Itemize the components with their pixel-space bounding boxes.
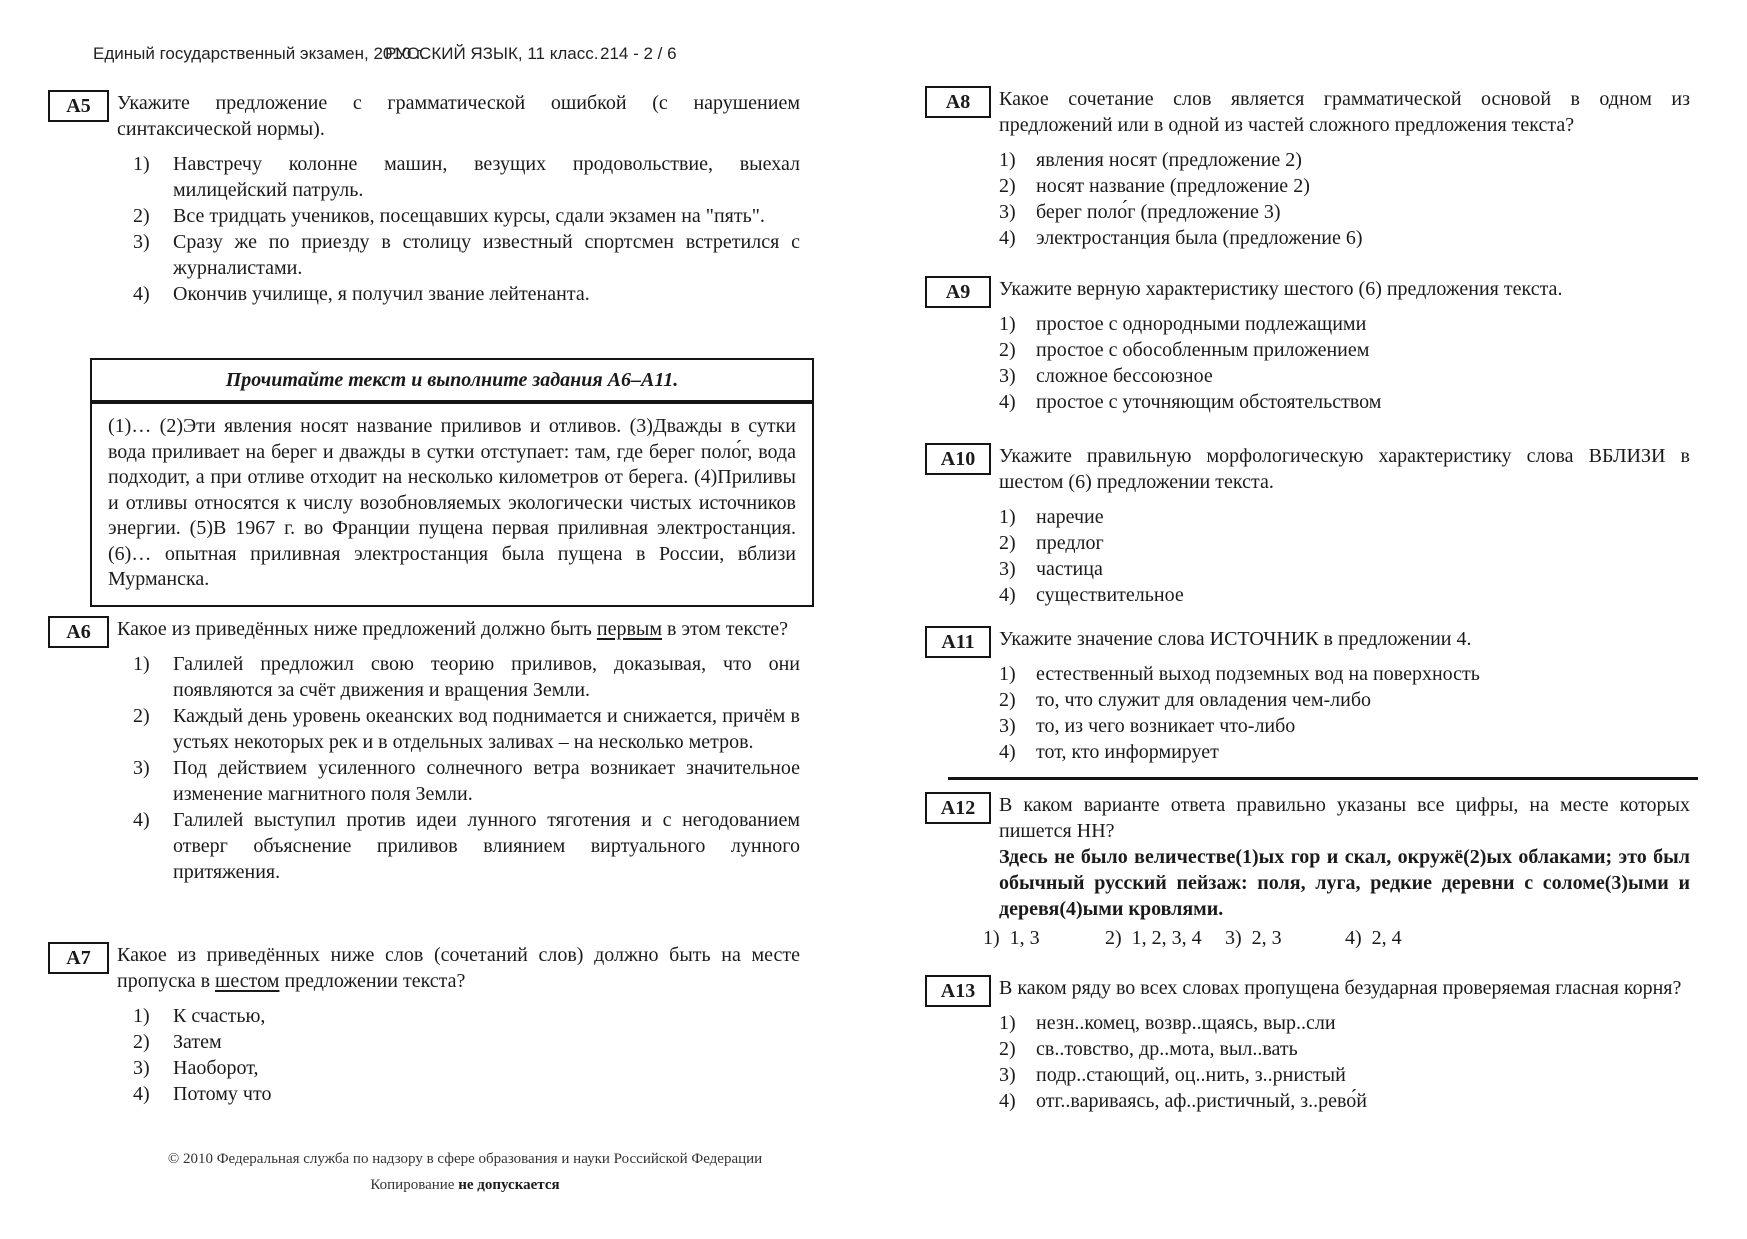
option-text: то, из чего возникает что-либо (1036, 715, 1296, 737)
question-label-a12: А12 (925, 792, 991, 824)
options-row (983, 925, 1690, 951)
option-number: 1) (999, 1012, 1016, 1034)
question-label-a9: А9 (925, 276, 991, 308)
options-list (117, 651, 800, 885)
option-number: 2) (999, 339, 1016, 361)
answer-option (999, 173, 1690, 199)
answer-option (1225, 925, 1345, 951)
option-number: 3) (999, 365, 1016, 387)
answer-option (999, 582, 1690, 608)
option-number: 3) (999, 715, 1016, 737)
options-list (117, 151, 800, 307)
question-a10 (925, 443, 1690, 608)
answer-option (999, 504, 1690, 530)
option-text: Галилей выступил против идеи лунного тяготения и с негодованием отверг объяснение приливов влиянием виртуального лунного притяжения. (173, 809, 800, 883)
answer-option (999, 739, 1690, 765)
question-prompt: Какое сочетание слов является грамматической основой в одном из предложений или в одной из частей сложного предложения текста? (999, 88, 1690, 136)
option-text: 2, 4 (1371, 927, 1402, 949)
answer-option (117, 703, 800, 755)
option-number: 4) (999, 391, 1016, 413)
option-number: 3) (1225, 927, 1242, 949)
options-list (999, 147, 1690, 251)
answer-option (117, 1055, 800, 1081)
option-number: 3) (133, 231, 150, 253)
option-number: 4) (1345, 927, 1362, 949)
header-page-number: 214 - 2 / 6 (600, 44, 677, 63)
option-text: Галилей предложил свою теорию приливов, доказывая, что они появляются за счёт движения и вращения Земли. (173, 653, 800, 701)
passage-instruction-box (90, 358, 814, 402)
option-number: 3) (133, 757, 150, 779)
option-number: 4) (999, 227, 1016, 249)
passage-instruction: Прочитайте текст и выполните задания А6–А11. (225, 368, 679, 391)
answer-option (999, 1036, 1690, 1062)
question-prompt: Какое из приведённых ниже слов (сочетаний слов) должно быть на месте пропуска в шестом предложении текста? (117, 944, 800, 992)
option-number: 3) (999, 558, 1016, 580)
question-label-a5: А5 (48, 90, 109, 122)
option-number: 2) (133, 205, 150, 227)
answer-option (999, 363, 1690, 389)
option-text: тот, кто информирует (1036, 741, 1219, 763)
option-number: 1) (999, 506, 1016, 528)
question-label-a8: А8 (925, 86, 991, 118)
question-a6 (48, 616, 800, 885)
option-number: 4) (999, 741, 1016, 763)
option-number: 1) (999, 149, 1016, 171)
question-prompt: Какое из приведённых ниже предложений должно быть первым в этом тексте? (117, 618, 788, 640)
option-text: 1, 3 (1009, 927, 1040, 949)
options-list (999, 1010, 1690, 1114)
answer-option (117, 755, 800, 807)
option-number: 1) (133, 153, 150, 175)
question-a9 (925, 276, 1690, 415)
option-text: Под действием усиленного солнечного ветра возникает значительное изменение магнитного поля Земли. (173, 757, 800, 805)
option-number: 1) (133, 653, 150, 675)
option-text: частица (1036, 558, 1103, 580)
option-text: существительное (1036, 584, 1184, 606)
footer-notice: Копирование не допускается (370, 1177, 560, 1193)
option-text: предлог (1036, 532, 1104, 554)
footer-copyright: © 2010 Федеральная служба по надзору в сфере образования и науки Российской Федерации (167, 1151, 763, 1167)
option-number: 1) (999, 313, 1016, 335)
answer-option (1345, 925, 1690, 951)
answer-option (999, 199, 1690, 225)
question-prompt: В каком варианте ответа правильно указаны все цифры, на месте которых пишется НН? (999, 794, 1690, 842)
option-number: 4) (133, 283, 150, 305)
option-number: 2) (133, 1031, 150, 1053)
option-text: подр..стающий, оц..нить, з..рнистый (1036, 1064, 1346, 1086)
option-number: 4) (999, 584, 1016, 606)
option-text: носят название (предложение 2) (1036, 175, 1310, 197)
option-number: 3) (133, 1057, 150, 1079)
underlined-word: первым (596, 618, 662, 640)
question-label-a6: А6 (48, 616, 109, 648)
option-text: Все тридцать учеников, посещавших курсы, сдали экзамен на "пять". (173, 205, 765, 227)
option-text: естественный выход подземных вод на поверхность (1036, 663, 1480, 685)
question-a13 (925, 975, 1690, 1114)
question-label-a7: А7 (48, 942, 109, 974)
page-footer (130, 1146, 800, 1198)
answer-option (117, 151, 800, 203)
option-number: 2) (999, 175, 1016, 197)
options-list (999, 661, 1690, 765)
question-a7 (48, 942, 800, 1107)
option-text: 2, 3 (1251, 927, 1282, 949)
question-a5 (48, 90, 800, 307)
answer-option (999, 1088, 1690, 1114)
question-label-a11: А11 (925, 626, 991, 658)
answer-option (117, 229, 800, 281)
answer-option (999, 225, 1690, 251)
answer-option (117, 1003, 800, 1029)
answer-option (999, 556, 1690, 582)
option-number: 4) (133, 809, 150, 831)
question-a8 (925, 86, 1690, 251)
option-text: Затем (173, 1031, 222, 1053)
option-number: 2) (999, 532, 1016, 554)
answer-option (117, 281, 800, 307)
option-text: Навстречу колонне машин, везущих продовольствие, выехал милицейский патруль. (173, 153, 800, 201)
option-number: 4) (133, 1083, 150, 1105)
answer-option (983, 925, 1105, 951)
option-text: Каждый день уровень океанских вод поднимается и снижается, причём в устьях некоторых рек и в отдельных заливах – на несколько метров. (173, 705, 800, 753)
option-text: незн..комец, возвр..щаясь, выр..сли (1036, 1012, 1336, 1034)
option-number: 1) (999, 663, 1016, 685)
option-text: простое с уточняющим обстоятельством (1036, 391, 1382, 413)
option-text: явления носят (предложение 2) (1036, 149, 1302, 171)
answer-option (999, 337, 1690, 363)
option-number: 1) (133, 1005, 150, 1027)
passage-text-box (90, 402, 814, 607)
question-prompt: В каком ряду во всех словах пропущена безударная проверяемая гласная корня? (999, 977, 1682, 999)
option-text: К счастью, (173, 1005, 266, 1027)
option-text: простое с однородными подлежащими (1036, 313, 1367, 335)
option-number: 3) (999, 201, 1016, 223)
option-text: 1, 2, 3, 4 (1131, 927, 1202, 949)
answer-option (117, 1081, 800, 1107)
answer-option (999, 1010, 1690, 1036)
option-number: 2) (999, 689, 1016, 711)
header-exam-title: Единый государственный экзамен, 2010 г. (93, 44, 425, 63)
option-number: 3) (999, 1064, 1016, 1086)
answer-option (1105, 925, 1225, 951)
question-label-a13: А13 (925, 975, 991, 1007)
question-label-a10: А10 (925, 443, 991, 475)
underlined-word: шестом (215, 970, 280, 992)
option-number: 4) (999, 1090, 1016, 1112)
option-text: сложное бессоюзное (1036, 365, 1213, 387)
option-text: то, что служит для овладения чем-либо (1036, 689, 1372, 711)
answer-option (999, 713, 1690, 739)
answer-option (117, 651, 800, 703)
option-text: Наоборот, (173, 1057, 259, 1079)
answer-option (117, 203, 800, 229)
option-text: Сразу же по приезду в столицу известный спортсмен встретился с журналистами. (173, 231, 800, 279)
answer-option (999, 147, 1690, 173)
options-list (117, 1003, 800, 1107)
passage-text: (1)… (2)Эти явления носят название приливов и отливов. (3)Дважды в сутки вода приливает на берег и дважды в сутки отступает: там, где берег поло́г, вода подходит, а при отливе отходит на несколько километров от берега. (4)Приливы и отливы относятся к числу возобновляемых экологически чистых источников энергии. (5)В 1967 г. во Франции пущена первая приливная электростанция. (6)… опытная приливная электростанция была пущена в России, вблизи Мурманска. (108, 415, 796, 590)
answer-option (117, 1029, 800, 1055)
question-prompt: Укажите правильную морфологическую характеристику слова ВБЛИЗИ в шестом (6) предложении текста. (999, 445, 1690, 493)
option-text: Окончив училище, я получил звание лейтенанта. (173, 283, 590, 305)
question-prompt: Укажите значение слова ИСТОЧНИК в предложении 4. (999, 628, 1472, 650)
answer-option (999, 530, 1690, 556)
options-list (999, 311, 1690, 415)
answer-option (999, 311, 1690, 337)
question-prompt: Укажите предложение с грамматической ошибкой (с нарушением синтаксической нормы). (117, 92, 800, 140)
option-text: св..товство, др..мота, выл..вать (1036, 1038, 1298, 1060)
option-number: 1) (983, 927, 1000, 949)
answer-option (999, 389, 1690, 415)
question-a11 (925, 626, 1690, 765)
answer-option (117, 807, 800, 885)
question-prompt: Укажите верную характеристику шестого (6) предложения текста. (999, 278, 1563, 300)
option-text: электростанция была (предложение 6) (1036, 227, 1363, 249)
section-divider (948, 777, 1698, 780)
option-text: простое с обособленным приложением (1036, 339, 1370, 361)
task-sentence: Здесь не было величестве(1)ых гор и скал, окружё(2)ых облаками; это был обычный русский пейзаж: поля, луга, редкие деревни с соломе(3)ыми и деревя(4)ыми кровлями. (999, 846, 1690, 920)
answer-option (999, 687, 1690, 713)
question-a12 (925, 792, 1690, 951)
option-text: Потому что (173, 1083, 272, 1105)
header-subject: РУССКИЙ ЯЗЫК, 11 класс. (385, 44, 599, 63)
option-number: 2) (1105, 927, 1122, 949)
options-list (999, 504, 1690, 608)
option-text: наречие (1036, 506, 1104, 528)
option-text: берег поло́г (предложение 3) (1036, 201, 1281, 223)
option-number: 2) (133, 705, 150, 727)
answer-option (999, 661, 1690, 687)
option-number: 2) (999, 1038, 1016, 1060)
option-text: отг..вариваясь, аф..ристичный, з..рево́й (1036, 1090, 1367, 1112)
answer-option (999, 1062, 1690, 1088)
